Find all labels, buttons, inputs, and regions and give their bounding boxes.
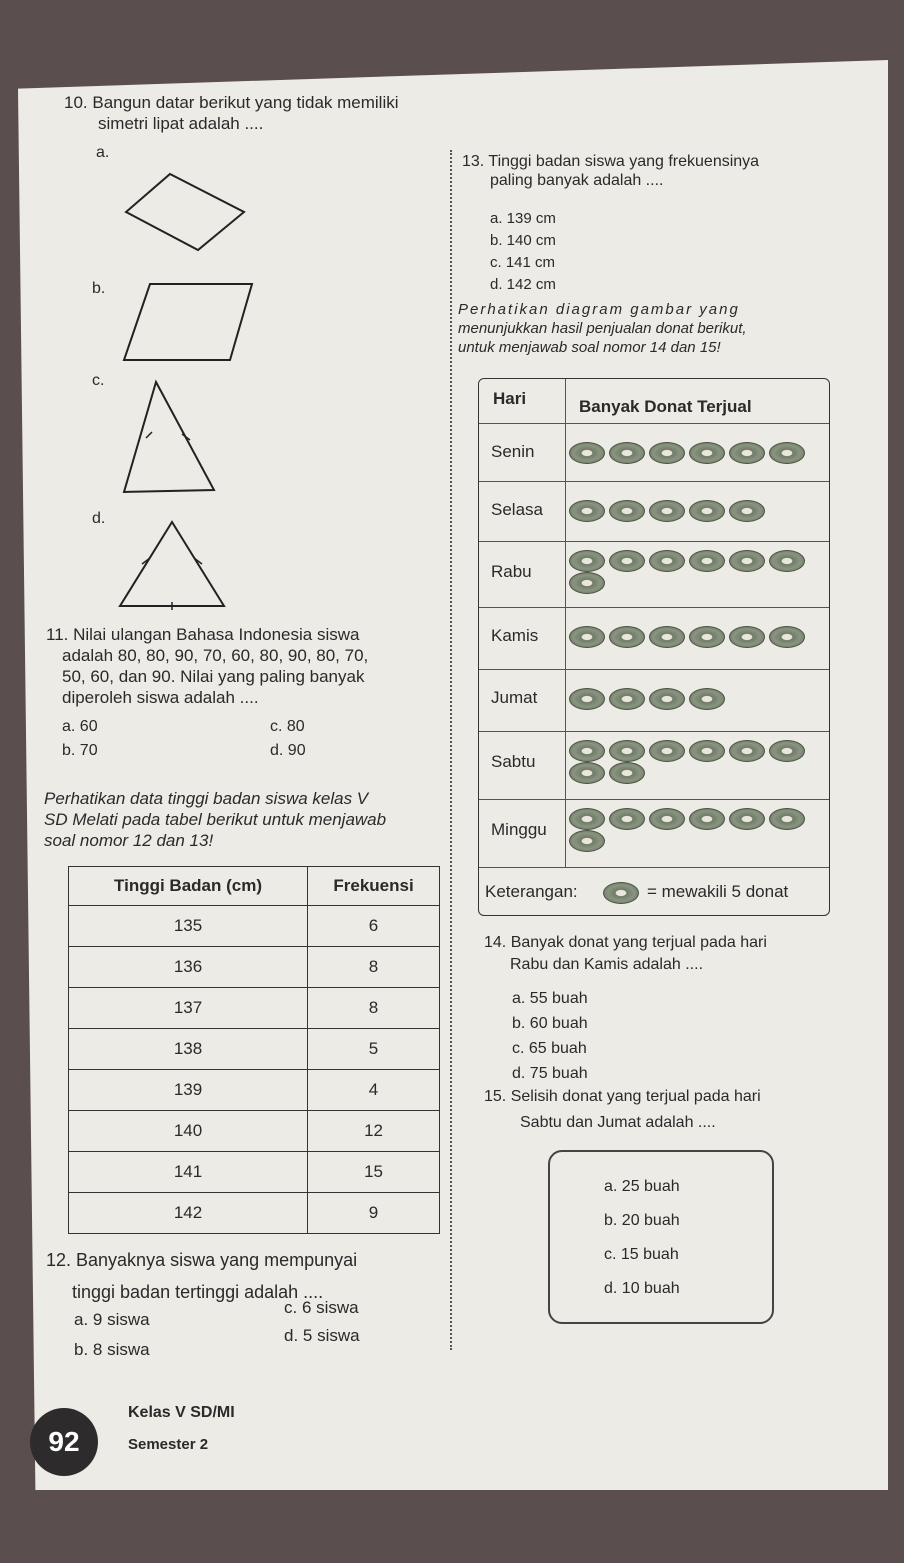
donut-icon [729, 808, 765, 830]
footer-semester: Semester 2 [128, 1436, 209, 1453]
table-header-height: Tinggi Badan (cm) [69, 867, 308, 906]
donut-icon [769, 808, 805, 830]
table-intro-line: SD Melati pada tabel berikut untuk menjawab [44, 810, 387, 829]
q14-option-a[interactable]: a. 55 buah [512, 990, 588, 1007]
table-row [69, 1029, 440, 1070]
q15-options [604, 1170, 680, 1306]
frequency-cell: 5 [308, 1029, 440, 1070]
frequency-cell: 6 [308, 906, 440, 947]
height-cell: 139 [69, 1070, 308, 1111]
donut-icon [689, 500, 725, 522]
q12-option-b[interactable]: b. 8 siswa [74, 1340, 150, 1359]
q14-options [512, 986, 588, 1086]
donut-icon [649, 808, 685, 830]
q11-option-c[interactable]: c. 80 [270, 718, 305, 735]
q12-line: 12. Banyaknya siswa yang mempunyai [46, 1250, 358, 1270]
question-12 [46, 1244, 466, 1308]
pictogram-row [479, 423, 829, 482]
pictogram-row [479, 731, 829, 800]
q15-option-d[interactable]: d. 10 buah [604, 1280, 680, 1297]
donut-icon [649, 740, 685, 762]
donut-icon [609, 550, 645, 572]
q15-option-a[interactable]: a. 25 buah [604, 1178, 680, 1195]
q12-option-a[interactable]: a. 9 siswa [74, 1310, 150, 1329]
q15-line: 15. Selisih donat yang terjual pada hari [484, 1088, 761, 1105]
q11-line: adalah 80, 80, 90, 70, 60, 80, 90, 80, 70, [62, 646, 369, 665]
question-11 [46, 624, 446, 708]
donut-icon [609, 442, 645, 464]
shape-equilateral-triangle [120, 522, 224, 606]
q11-option-a[interactable]: a. 60 [62, 718, 98, 735]
donut-icon [689, 808, 725, 830]
pictogram-row [479, 607, 829, 670]
donut-icon [649, 550, 685, 572]
table-row [69, 947, 440, 988]
q14-option-b[interactable]: b. 60 buah [512, 1015, 588, 1032]
q15-option-c[interactable]: c. 15 buah [604, 1246, 679, 1263]
pictogram-day: Rabu [491, 562, 532, 581]
shape-parallelogram [124, 284, 252, 360]
q14-option-d[interactable]: d. 75 buah [512, 1065, 588, 1082]
q10-line-2: simetri lipat adalah .... [98, 114, 264, 133]
q10-label-d: d. [92, 510, 106, 527]
q13-option-c[interactable]: c. 141 cm [490, 254, 556, 271]
q13-line: paling banyak adalah .... [490, 172, 664, 189]
frequency-cell: 9 [308, 1193, 440, 1234]
q14-line: 14. Banyak donat yang terjual pada hari [484, 934, 767, 951]
donut-icon [689, 550, 725, 572]
pictogram-intro-line: menunjukkan hasil penjualan donat berikut, [458, 320, 747, 337]
q13-options [490, 208, 556, 296]
donut-icon [769, 626, 805, 648]
table-row [69, 1193, 440, 1234]
pictogram-day: Kamis [491, 626, 539, 645]
shape-isosceles-triangle [124, 382, 214, 492]
pictogram-row [479, 541, 829, 608]
q13-option-a[interactable]: a. 139 cm [490, 210, 556, 227]
q10-line-1: 10. Bangun datar berikut yang tidak memiliki [64, 93, 399, 112]
height-cell: 137 [69, 988, 308, 1029]
height-cell: 136 [69, 947, 308, 988]
q11-line: diperoleh siswa adalah .... [62, 688, 259, 707]
donut-icon [769, 550, 805, 572]
pictogram-row [479, 481, 829, 542]
donut-icon [729, 740, 765, 762]
frequency-cell: 12 [308, 1111, 440, 1152]
table-header-frequency: Frekuensi [308, 867, 440, 906]
table-intro [44, 788, 454, 851]
donut-icon [569, 572, 605, 594]
donut-icon [569, 500, 605, 522]
question-14 [484, 932, 864, 976]
table-intro-line: soal nomor 12 dan 13! [44, 831, 214, 850]
pictogram-row [479, 669, 829, 732]
donut-icon [689, 688, 725, 710]
q11-option-d[interactable]: d. 90 [270, 742, 306, 759]
table-intro-line: Perhatikan data tinggi badan siswa kelas V [44, 789, 369, 808]
q12-option-d[interactable]: d. 5 siswa [284, 1326, 360, 1345]
pictogram-row [479, 799, 829, 868]
donut-icon [649, 442, 685, 464]
pictogram-intro-line: Perhatikan diagram gambar yang [458, 301, 740, 318]
donut-icon [609, 740, 645, 762]
height-cell: 135 [69, 906, 308, 947]
q15-options-scroll [548, 1150, 774, 1324]
frequency-cell: 8 [308, 947, 440, 988]
legend-donut-icon [603, 882, 639, 904]
legend-suffix: = mewakili 5 donat [647, 882, 789, 901]
pictogram-day: Senin [491, 442, 535, 461]
donut-icon [569, 740, 605, 762]
donut-icon [769, 442, 805, 464]
q10-label-b: b. [92, 280, 106, 297]
q13-line: 13. Tinggi badan siswa yang frekuensinya [462, 153, 760, 170]
q15-option-b[interactable]: b. 20 buah [604, 1212, 680, 1229]
table-row [69, 1152, 440, 1193]
donut-icon [569, 688, 605, 710]
table-row [69, 1111, 440, 1152]
donut-icon [729, 442, 765, 464]
donut-pictogram [478, 378, 830, 916]
donut-icon [569, 550, 605, 572]
page-number-badge: 92 [30, 1408, 98, 1476]
donut-icon [689, 740, 725, 762]
pictogram-day: Sabtu [491, 752, 536, 771]
pictogram-header-count: Banyak Donat Terjual [579, 397, 752, 416]
q11-option-b[interactable]: b. 70 [62, 742, 98, 759]
legend-prefix: Keterangan: [485, 882, 578, 901]
donut-icon [569, 762, 605, 784]
q10-label-c: c. [92, 372, 105, 389]
pictogram-day: Selasa [491, 500, 543, 519]
frequency-cell: 4 [308, 1070, 440, 1111]
pictogram-day: Minggu [491, 820, 547, 839]
pictogram-intro [458, 300, 838, 357]
column-divider [450, 150, 452, 1350]
donut-icon [609, 500, 645, 522]
donut-icon [649, 688, 685, 710]
donut-icon [569, 830, 605, 852]
donut-icon [729, 550, 765, 572]
q13-option-b[interactable]: b. 140 cm [490, 232, 556, 249]
q10-shapes [110, 150, 270, 630]
question-10 [64, 92, 464, 134]
q12-line: tinggi badan tertinggi adalah .... [72, 1282, 324, 1302]
q15-line: Sabtu dan Jumat adalah .... [520, 1114, 716, 1131]
donut-icon [609, 762, 645, 784]
q10-label-a: a. [96, 144, 110, 161]
question-13 [462, 152, 842, 190]
pictogram-day: Jumat [491, 688, 538, 707]
shape-rhombus [126, 174, 244, 250]
donut-icon [729, 500, 765, 522]
donut-icon [569, 442, 605, 464]
height-cell: 138 [69, 1029, 308, 1070]
donut-icon [609, 626, 645, 648]
q12-option-c[interactable]: c. 6 siswa [284, 1298, 359, 1317]
height-cell: 141 [69, 1152, 308, 1193]
pictogram-intro-line: untuk menjawab soal nomor 14 dan 15! [458, 339, 721, 356]
footer-class: Kelas V SD/MI [128, 1404, 235, 1421]
frequency-cell: 8 [308, 988, 440, 1029]
height-frequency-table [68, 866, 440, 1234]
q13-option-d[interactable]: d. 142 cm [490, 276, 556, 293]
frequency-cell: 15 [308, 1152, 440, 1193]
table-row [69, 1070, 440, 1111]
donut-icon [609, 688, 645, 710]
donut-icon [649, 626, 685, 648]
height-cell: 142 [69, 1193, 308, 1234]
donut-icon [689, 626, 725, 648]
donut-icon [729, 626, 765, 648]
q14-line: Rabu dan Kamis adalah .... [510, 956, 704, 973]
question-15 [484, 1084, 874, 1136]
donut-icon [609, 808, 645, 830]
donut-icon [649, 500, 685, 522]
q11-line: 11. Nilai ulangan Bahasa Indonesia siswa [46, 625, 360, 644]
donut-icon [769, 740, 805, 762]
q11-line: 50, 60, dan 90. Nilai yang paling banyak [62, 667, 365, 686]
donut-icon [569, 626, 605, 648]
table-row [69, 988, 440, 1029]
pictogram-legend [479, 867, 829, 901]
height-cell: 140 [69, 1111, 308, 1152]
table-row [69, 906, 440, 947]
pictogram-header-day: Hari [493, 389, 527, 408]
donut-icon [689, 442, 725, 464]
q14-option-c[interactable]: c. 65 buah [512, 1040, 587, 1057]
donut-icon [569, 808, 605, 830]
